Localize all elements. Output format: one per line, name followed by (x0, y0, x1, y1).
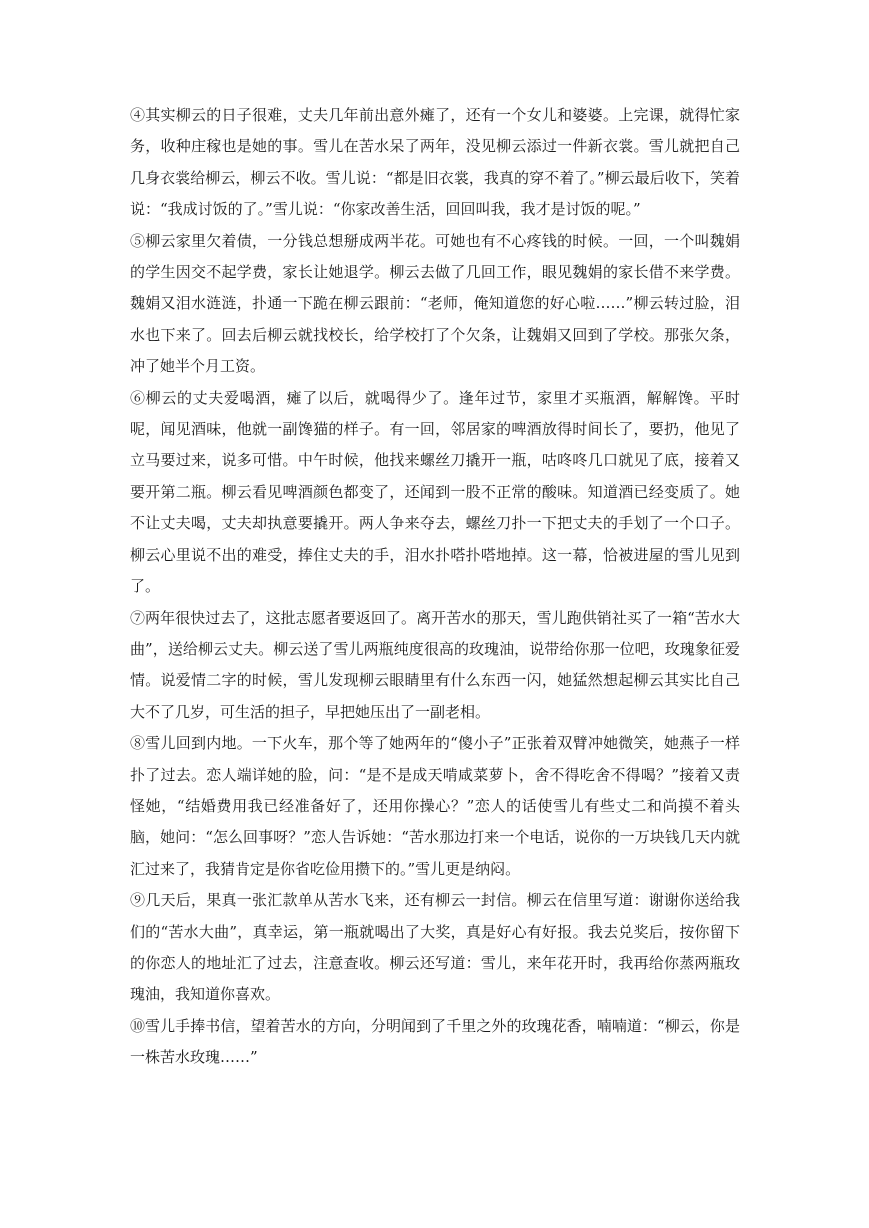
paragraph-10: ⑩雪儿手捧书信，望着苦水的方向，分明闻到了千里之外的玫瑰花香，喃喃道：“柳云，你是一株苦水玫瑰……” (130, 1016, 740, 1067)
paragraph-9: ⑨几天后，果真一张汇款单从苦水飞来，还有柳云一封信。柳云在信里写道：谢谢你送给我们的“苦水大曲”，真幸运，第一瓶就喝出了大奖，真是好心有好报。我去兑奖后，按你留下的你恋人的地址汇了过去，注意查收。柳云还写道：雪儿，来年花开时，我再给你蒸两瓶玫瑰油，我知道你喜欢。 (130, 891, 740, 1004)
paragraph-8: ⑧雪儿回到内地。一下火车，那个等了她两年的“傻小子”正张着双臂冲她微笑，她燕子一样扑了过去。恋人端详她的脸，问：“是不是成天啃咸菜萝卜，舍不得吃舍不得喝？”接着又责怪她，“结婚费用我已经准备好了，还用你操心？”恋人的话使雪儿有些丈二和尚摸不着头脑，她问：“怎么回事呀？”恋人告诉她：“苦水那边打来一个电话，说你的一万块钱几天内就汇过来了，我猜肯定是你省吃俭用攒下的。”雪儿更是纳闷。 (130, 734, 740, 878)
paragraph-5: ⑤柳云家里欠着债，一分钱总想掰成两半花。可她也有不心疼钱的时候。一回，一个叫魏娟的学生因交不起学费，家长让她退学。柳云去做了几回工作，眼见魏娟的家长借不来学费。魏娟又泪水涟涟，扑通一下跪在柳云跟前：“老师，俺知道您的好心啦……”柳云转过脸，泪水也下来了。回去后柳云就找校长，给学校打了个欠条，让魏娟又回到了学校。那张欠条，冲了她半个月工资。 (130, 231, 740, 376)
paragraph-4: ④其实柳云的日子很难，丈夫几年前出意外瘫了，还有一个女儿和婆婆。上完课，就得忙家务，收种庄稼也是她的事。雪儿在苦水呆了两年，没见柳云添过一件新衣裳。雪儿就把自己几身衣裳给柳云，柳云不收。雪儿说：“都是旧衣裳，我真的穿不着了。”柳云最后收下，笑着说：“我成讨饭的了。”雪儿说：“你家改善生活，回回叫我，我才是讨饭的呢。” (130, 106, 740, 219)
paragraph-6: ⑥柳云的丈夫爱喝酒，瘫了以后，就喝得少了。逢年过节，家里才买瓶酒，解解馋。平时呢，闻见酒味，他就一副馋猫的样子。有一回，邻居家的啤酒放得时间长了，要扔，他见了立马要过来，说多可惜。中午时候，他找来螺丝刀撬开一瓶，咕咚咚几口就见了底，接着又要开第二瓶。柳云看见啤酒颜色都变了，还闻到一股不正常的酸味。知道酒已经变质了。她不让丈夫喝，丈夫却执意要撬开。两人争来夺去，螺丝刀扑一下把丈夫的手划了一个口子。柳云心里说不出的难受，捧住丈夫的手，泪水扑嗒扑嗒地掉。这一幕，恰被进屋的雪儿见到了。 (130, 388, 740, 596)
paragraph-7: ⑦两年很快过去了，这批志愿者要返回了。离开苦水的那天，雪儿跑供销社买了一箱“苦水大曲”，送给柳云丈夫。柳云送了雪儿两瓶纯度很高的玫瑰油，说带给你那一位吧，玫瑰象征爱情。说爱情二字的时候，雪儿发现柳云眼睛里有什么东西一闪，她猛然想起柳云其实比自己大不了几岁，可生活的担子，早把她压出了一副老相。 (130, 608, 740, 721)
document-body (130, 100, 740, 1074)
